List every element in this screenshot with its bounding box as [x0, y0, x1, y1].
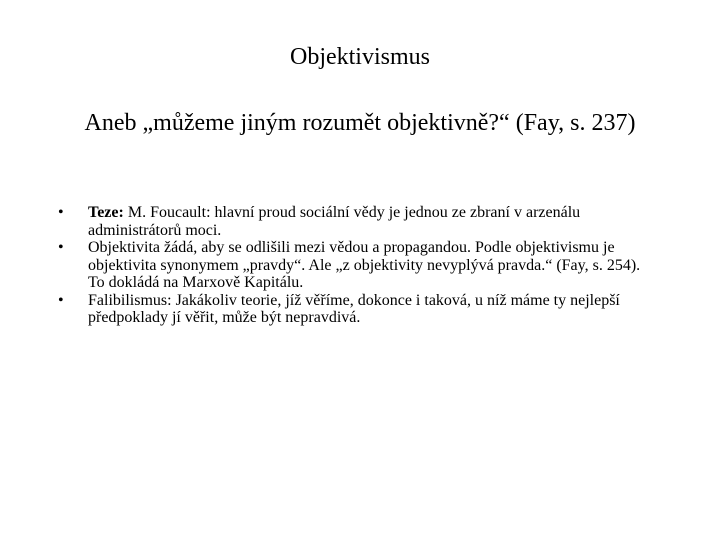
- bullet-item-thesis: [54, 204, 654, 239]
- slide-title: Objektivismus: [289, 44, 430, 70]
- bullet-text: Falibilismus: Jakákoliv teorie, jíž věříme, dokonce i taková, u níž máme ty nejlepší předpoklady jí věřit, může být nepravdivá.: [88, 291, 620, 326]
- bullet-list: [54, 204, 654, 327]
- bullet-lead: Teze:: [88, 204, 124, 221]
- bullet-icon: •: [58, 204, 64, 221]
- bullet-item-fallibilism: [54, 292, 654, 327]
- bullet-text: Objektivita žádá, aby se odlišili mezi vědou a propagandou. Podle objektivismu je objektivita synonymem „pravdy“. Ale „z objektivity nevyplývá pravda.“ (Fay, s. 254). To dokládá na Marxově Kapitálu.: [88, 239, 641, 291]
- bullet-icon: •: [58, 239, 64, 256]
- bullet-item-objectivity: [54, 239, 654, 292]
- bullet-text: M. Foucault: hlavní proud sociální vědy je jednou ze zbraní v arzenálu administrátorů moci.: [88, 204, 581, 239]
- slide-subtitle: Aneb „můžeme jiným rozumět objektivně?“ (Fay, s. 237): [84, 110, 636, 136]
- bullet-icon: •: [58, 291, 64, 309]
